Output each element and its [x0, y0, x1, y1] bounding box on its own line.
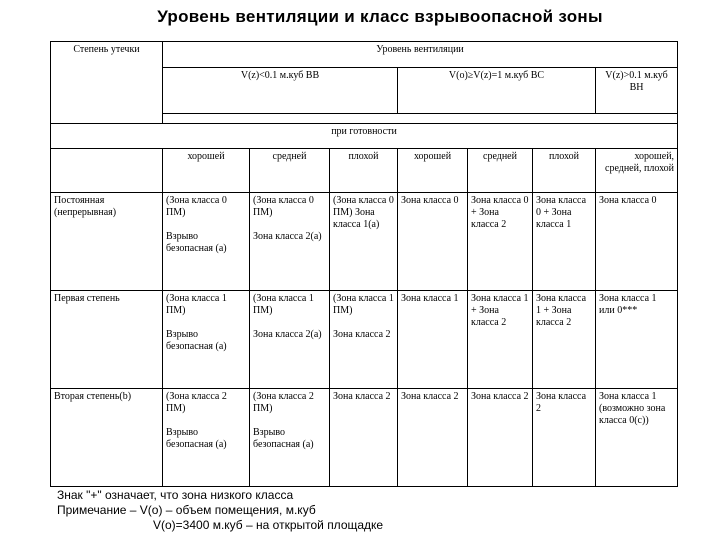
- zone-cell: [330, 389, 398, 487]
- zone-text: (Зона класса 1 ПМ): [166, 293, 227, 317]
- zone-text: Зона класса 0 + Зона класса 2: [471, 195, 529, 231]
- zone-text: (Зона класса 2 ПМ): [166, 391, 227, 415]
- header-quality: средней: [250, 149, 330, 193]
- zone-cell: [250, 291, 330, 389]
- zone-extra-text: Взрыво безопасная (а): [166, 427, 227, 451]
- leak-degree-cell: Вторая степень(b): [51, 389, 163, 487]
- zone-cell: [163, 193, 250, 291]
- zone-extra-text: Взрыво безопасная (а): [166, 329, 227, 353]
- zone-text: (Зона класса 1 ПМ): [253, 293, 314, 317]
- header-quality-blank: [51, 149, 163, 193]
- zone-cell: [330, 193, 398, 291]
- header-quality: плохой: [533, 149, 596, 193]
- zone-cell: [533, 389, 596, 487]
- header-quality: хорошей: [163, 149, 250, 193]
- header-row-1: [51, 42, 678, 68]
- zone-cell: [163, 291, 250, 389]
- header-vent-high: V(z)>0.1 м.куб ВН: [596, 67, 678, 113]
- zone-text: Зона класса 2: [471, 391, 529, 403]
- header-ventilation-level: Уровень вентиляции: [163, 42, 678, 68]
- zone-cell: [596, 389, 678, 487]
- table-row: [51, 291, 678, 389]
- zone-text: Зона класса 2: [536, 391, 587, 415]
- zone-text: Зона класса 2: [401, 391, 459, 403]
- header-quality: плохой: [330, 149, 398, 193]
- zone-text: Зона класса 1 + Зона класса 2: [536, 293, 587, 329]
- leak-degree-cell: Первая степень: [51, 291, 163, 389]
- table-row: [51, 389, 678, 487]
- zone-cell: [163, 389, 250, 487]
- zone-cell: [330, 291, 398, 389]
- header-vent-low: V(z)<0.1 м.куб ВВ: [163, 67, 398, 113]
- zone-extra-text: Взрыво безопасная (а): [166, 231, 227, 255]
- zone-text: Зона класса 1 + Зона класса 2: [471, 293, 529, 329]
- zone-cell: [398, 193, 468, 291]
- header-row-quality: [51, 149, 678, 193]
- zone-cell: [468, 389, 533, 487]
- zone-extra-text: Зона класса 2(а): [253, 329, 322, 341]
- zone-cell: [398, 389, 468, 487]
- zone-text: Зона класса 2: [333, 391, 391, 403]
- zone-text: Зона класса 1 или 0***: [599, 293, 657, 317]
- page-title: Уровень вентиляции и класс взрывоопасной зоны: [157, 7, 603, 26]
- header-availability: при готовности: [51, 123, 678, 149]
- zone-extra-text: Зона класса 2(а): [253, 231, 322, 243]
- zone-text: Зона класса 0: [401, 195, 459, 207]
- zone-cell: [468, 193, 533, 291]
- zone-text: Зона класса 0 + Зона класса 1: [536, 195, 587, 231]
- note-line: Знак "+" означает, что зона низкого класса: [57, 488, 294, 502]
- zone-text: (Зона класса 0 ПМ): [166, 195, 227, 219]
- zone-text: (Зона класса 0 ПМ) Зона класса 1(а): [333, 195, 394, 231]
- zone-cell: [596, 193, 678, 291]
- header-quality: средней: [468, 149, 533, 193]
- header-quality: хорошей: [398, 149, 468, 193]
- header-gap-cell: [163, 113, 678, 123]
- zone-cell: [533, 193, 596, 291]
- header-vent-medium: V(o)≥V(z)=1 м.куб ВС: [398, 67, 596, 113]
- note-line: Примечание – V(o) – объем помещения, м.куб: [57, 503, 316, 517]
- table-row: [51, 193, 678, 291]
- zone-text: (Зона класса 0 ПМ): [253, 195, 314, 219]
- header-row-availability: [51, 123, 678, 149]
- zone-extra-text: Взрыво безопасная (а): [253, 427, 314, 451]
- notes: [57, 488, 697, 533]
- header-leak-degree: Степень утечки: [51, 42, 163, 124]
- zone-cell: [533, 291, 596, 389]
- note-line: V(o)=3400 м.куб – на открытой площадке: [153, 518, 384, 532]
- ventilation-zone-table: [50, 41, 678, 487]
- zone-text: Зона класса 1 (возможно зона класса 0(с)): [599, 391, 666, 427]
- zone-text: (Зона класса 2 ПМ): [253, 391, 314, 415]
- zone-cell: [468, 291, 533, 389]
- leak-degree-cell: Постоянная (непрерывная): [51, 193, 163, 291]
- zone-cell: [596, 291, 678, 389]
- zone-cell: [250, 193, 330, 291]
- zone-cell: [250, 389, 330, 487]
- zone-cell: [398, 291, 468, 389]
- zone-text: Зона класса 0: [599, 195, 657, 207]
- zone-text: Зона класса 1: [401, 293, 459, 305]
- zone-extra-text: Зона класса 2: [333, 329, 391, 341]
- zone-text: (Зона класса 1 ПМ): [333, 293, 394, 317]
- header-quality: хорошей, средней, плохой: [596, 149, 678, 193]
